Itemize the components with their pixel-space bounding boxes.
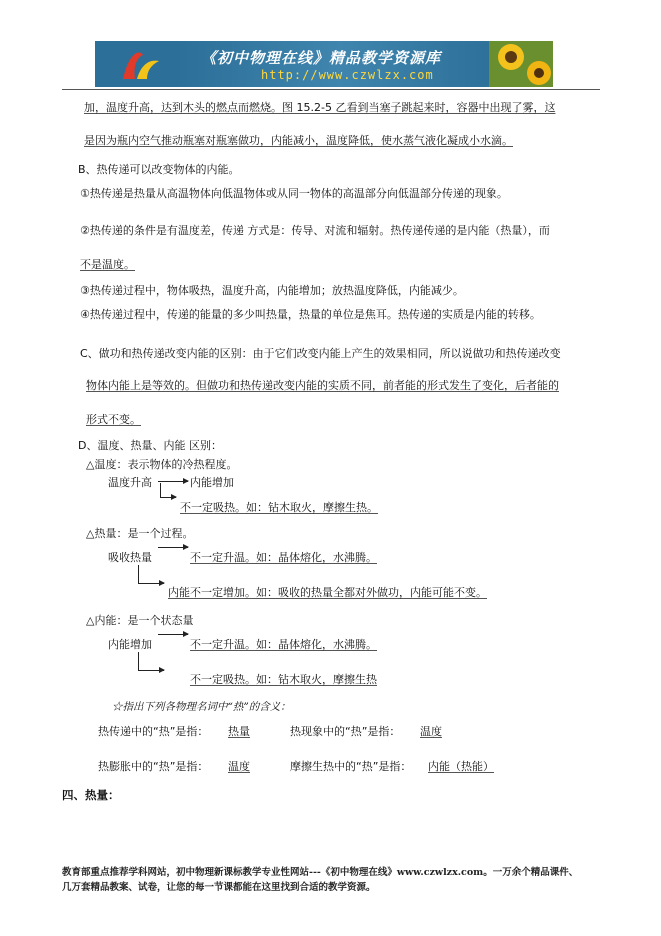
arrow-right-icon: [138, 670, 164, 671]
answer-1a: 热量: [228, 725, 250, 738]
sunflower-image: [489, 41, 553, 87]
text-line: ③热传递过程中，物体吸热，温度升高，内能增加；放热温度降低，内能减少。: [80, 284, 464, 297]
question-1a: 热传递中的“热”是指：: [98, 725, 209, 738]
text-line: 形式不变。: [86, 413, 141, 426]
answer-2b: 内能（热能）: [428, 760, 494, 773]
internal-energy-increase-2: 内能增加: [108, 638, 152, 651]
footer-line-1: 教育部重点推荐学科网站，初中物理新课标教学专业性网站---《初中物理在线》www.czwlzx.com。一万余个精品课件、: [62, 867, 579, 878]
arrow-right-icon: [158, 547, 188, 548]
header-url[interactable]: http://www.czwlzx.com: [261, 68, 434, 82]
internal-note-1: 不一定升温。如：晶体熔化，水沸腾。: [190, 638, 377, 651]
internal-energy-increase: 内能增加: [190, 476, 234, 489]
arrow-right-icon: [138, 583, 164, 584]
footer-line-2: 几万套精品教案、试卷，让您的每一节课都能在这里找到合适的教学资源。: [62, 882, 376, 893]
question-1b: 热现象中的“热”是指：: [290, 725, 401, 738]
internal-energy-title: △内能：是一个状态量: [86, 614, 194, 627]
section-d-heading: D、温度、热量、内能 区别：: [78, 439, 222, 452]
text-line: 加，温度升高，达到木头的燃点而燃烧。图 15.2-5 乙看到当塞子跳起来时，容器中出现了雾，这: [84, 101, 556, 114]
heat-absorb: 吸收热量: [108, 551, 152, 564]
arrow-right-icon: [158, 481, 188, 482]
text-line: ④热传递过程中，传递的能量的多少叫热量，热量的单位是焦耳。热传递的实质是内能的转移。: [80, 308, 541, 321]
header-title: 《初中物理在线》精品教学资源库: [201, 49, 442, 67]
heat-note-1: 不一定升温。如：晶体熔化，水沸腾。: [190, 551, 377, 564]
question-2a: 热膨胀中的“热”是指：: [98, 760, 209, 773]
temperature-rise: 温度升高: [108, 476, 152, 489]
internal-note-2: 不一定吸热。如：钻木取火，摩擦生热: [190, 673, 377, 686]
section-c-heading: C、做功和热传递改变内能的区别：由于它们改变内能上产生的效果相同，所以说做功和热传递改变: [80, 347, 561, 360]
page-footer: [62, 865, 578, 895]
branch-line: [138, 565, 139, 584]
site-logo-icon: [119, 47, 163, 83]
heat-note-2: 内能不一定增加。如：吸收的热量全都对外做功，内能可能不变。: [168, 586, 487, 599]
branch-line: [160, 483, 161, 498]
section-b-heading: B、热传递可以改变物体的内能。: [78, 163, 240, 176]
text-line: 物体内能上是等效的。但做功和热传递改变内能的实质不同，前者能的形式发生了变化，后者能的: [86, 379, 559, 392]
temperature-note: 不一定吸热。如：钻木取火，摩擦生热。: [180, 501, 378, 514]
header-rule: [62, 89, 600, 90]
exercise-prompt: ☆指出下列各物理名词中“热”的含义：: [112, 701, 291, 713]
temperature-title: △温度：表示物体的冷热程度。: [86, 458, 238, 471]
heat-title: △热量：是一个过程。: [86, 527, 194, 540]
answer-2a: 温度: [228, 760, 250, 773]
text-line: ①热传递是热量从高温物体向低温物体或从同一物体的高温部分向低温部分传递的现象。: [80, 187, 508, 200]
arrow-right-icon: [160, 497, 176, 498]
text-line: 是因为瓶内空气推动瓶塞对瓶塞做功，内能减小，温度降低，使水蒸气液化凝成小水滴。: [84, 134, 513, 147]
question-2b: 摩擦生热中的“热”是指：: [290, 760, 412, 773]
text-line: ②热传递的条件是有温度差，传递 方式是：传导、对流和辐射。热传递传递的是内能（热量），而: [80, 224, 550, 237]
text-line: 不是温度。: [80, 258, 135, 271]
branch-line: [138, 652, 139, 671]
arrow-right-icon: [158, 634, 188, 635]
header-banner: [95, 41, 553, 87]
section-4-heading: 四、热量：: [62, 788, 120, 802]
answer-1b: 温度: [420, 725, 442, 738]
